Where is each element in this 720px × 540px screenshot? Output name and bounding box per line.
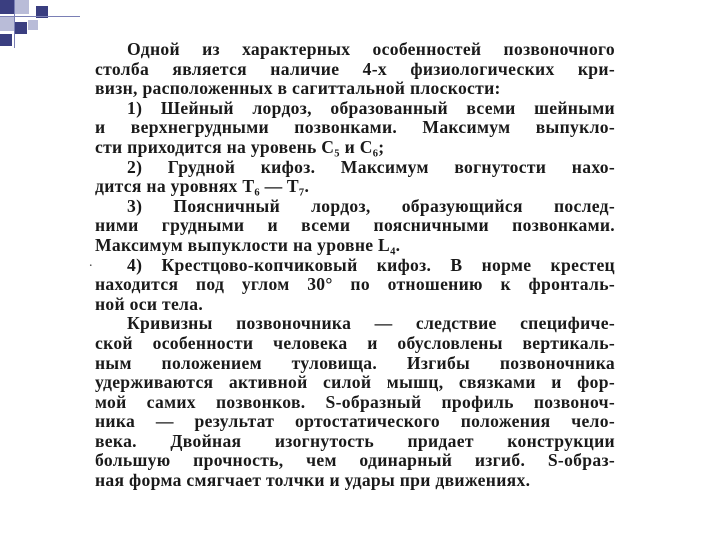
deco-line [14,0,15,48]
text-line: 3) Поясничный лордоз, образующийся послед- [127,195,615,216]
text-line: удерживаются активной силой мышц, связками и фор- [95,372,615,393]
text-line: 2) Грудной кифоз. Максимум вогнутости нахо- [127,156,615,177]
text-line: мой самих позвонков. S-образный профиль позвоноч- [95,391,615,412]
deco-square [0,34,12,46]
deco-line [0,16,80,17]
deco-square [15,22,27,34]
text-line: века. Двойная изогнутость придает конструкции [95,430,615,451]
text-line: находится под углом 30° по отношению к фронталь- [95,274,615,295]
text-line: столба является наличие 4-х физиологических кри- [95,58,615,79]
text-line: сти приходится на уровень C₅ и C₆; [95,136,385,157]
text-line: ная форма смягчает толчки и удары при движениях. [95,470,531,491]
text-line: ними грудными и всеми поясничными позвонками. [95,215,615,236]
text-line: ника — результат ортостатического положения чело- [95,411,615,432]
text-line: ной оси тела. [95,293,204,314]
deco-square [0,0,14,14]
text-line: Максимум выпуклости на уровне L₄. [95,234,401,255]
text-line: Кривизны позвоночника — следствие специфиче- [127,313,615,334]
stray-mark: . [89,255,93,270]
text-line: 1) Шейный лордоз, образованный всеми шейными [127,97,615,118]
document-text [95,40,615,491]
deco-square [15,0,29,14]
text-line: визн, расположенных в сагиттальной плоскости: [95,78,501,99]
text-line: большую прочность, чем одинарный изгиб. S-образ- [95,450,615,471]
text-line: Одной из характерных особенностей позвоночного [127,39,615,59]
text-line: ской особенности человека и обусловлены вертикаль- [95,332,615,353]
text-line: и верхнегрудными позвонками. Максимум выпукло- [95,117,615,138]
text-line: дится на уровнях T₆ — T₇. [95,176,310,197]
text-line: 4) Крестцово-копчиковый кифоз. В норме крестец [127,254,615,275]
deco-square [0,17,14,31]
deco-square [28,20,38,30]
text-line: ным положением туловища. Изгибы позвоночника [95,352,615,373]
